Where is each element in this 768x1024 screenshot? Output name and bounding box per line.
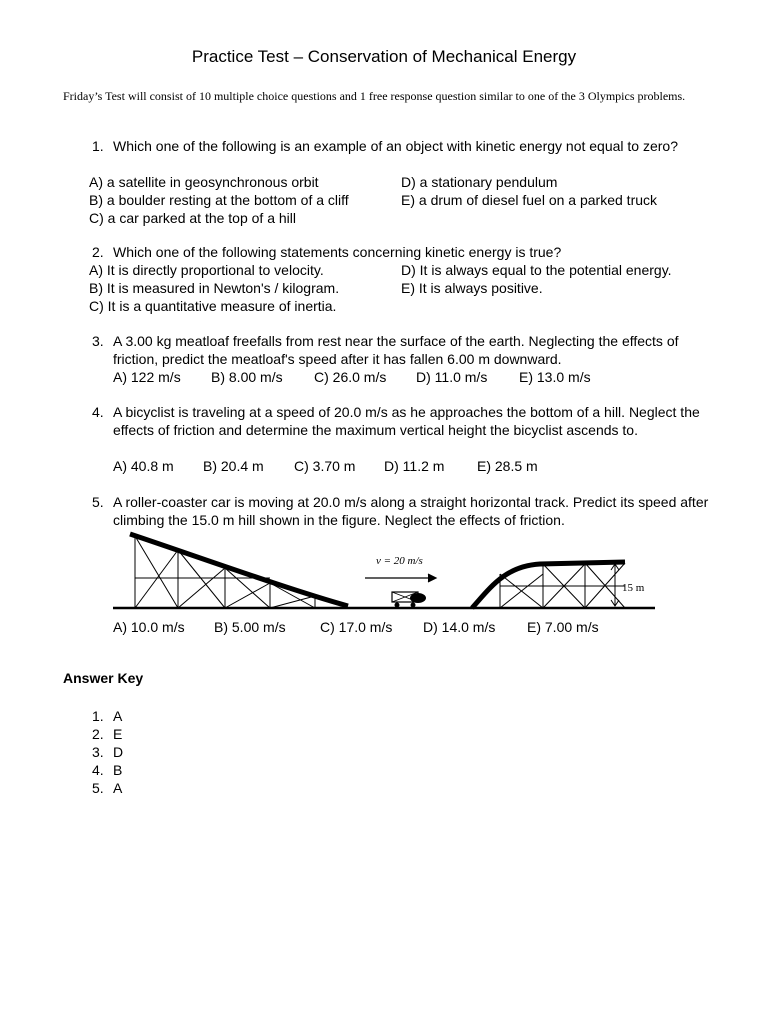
question-number: 5. — [92, 494, 104, 510]
question-number: 1. — [92, 138, 104, 154]
option-b: B) 20.4 m — [203, 458, 264, 474]
roller-coaster-figure — [110, 528, 670, 618]
question-text: A roller-coaster car is moving at 20.0 m/s along a straight horizontal track. Predict its speed after climbing the 15.0 m hill shown in the figure. Neglect the effects of friction. — [113, 494, 709, 528]
answer-item: 2. E — [92, 726, 123, 742]
answer-item: 5. A — [92, 780, 123, 796]
velocity-arrow — [365, 574, 436, 582]
option-c: C) a car parked at the top of a hill — [89, 210, 296, 226]
cart-icon — [392, 592, 426, 608]
question-text: A bicyclist is traveling at a speed of 20.0 m/s as he approaches the bottom of a hill. Neglect the effects of friction and determine the maximum vertical height the bicyclist ascends to. — [113, 404, 700, 438]
right-hill-track — [472, 562, 625, 608]
option-c: C) 3.70 m — [294, 458, 356, 474]
option-d: D) 11.0 m/s — [416, 369, 488, 385]
option-a: A) a satellite in geosynchronous orbit — [89, 174, 319, 190]
option-b: B) a boulder resting at the bottom of a cliff — [89, 192, 349, 208]
option-b: B) 8.00 m/s — [211, 369, 283, 385]
velocity-label: v = 20 m/s — [376, 555, 423, 567]
option-a: A) 40.8 m — [113, 458, 174, 474]
question-number: 3. — [92, 333, 104, 349]
option-e: E) 13.0 m/s — [519, 369, 591, 385]
option-e: E) a drum of diesel fuel on a parked truck — [401, 192, 658, 208]
option-c: C) 26.0 m/s — [314, 369, 387, 385]
question-number: 2. — [92, 244, 104, 260]
options-row — [113, 368, 591, 386]
question-number: 4. — [92, 404, 104, 420]
option-d: D) 14.0 m/s — [423, 619, 496, 635]
option-d: D) 11.2 m — [384, 458, 445, 474]
answer-item: 1. A — [92, 708, 123, 724]
option-a: A) 122 m/s — [113, 369, 181, 385]
question-text: Which one of the following is an example of an object with kinetic energy not equal to zero? — [113, 138, 678, 154]
answer-key-title: Answer Key — [63, 670, 144, 686]
intro-text: Friday’s Test will consist of 10 multiple choice questions and 1 free response question similar to one of the 3 Olympics problems. — [63, 89, 686, 103]
option-b: B) It is measured in Newton's / kilogram. — [89, 280, 340, 296]
options-row — [113, 457, 538, 475]
answer-item: 4. B — [92, 762, 123, 778]
height-label: 15 m — [622, 582, 645, 594]
option-a: A) 10.0 m/s — [113, 619, 185, 635]
option-b: B) 5.00 m/s — [214, 619, 286, 635]
option-d: D) a stationary pendulum — [401, 174, 558, 190]
option-a: A) It is directly proportional to velocity. — [89, 262, 324, 278]
option-e: E) 7.00 m/s — [527, 619, 599, 635]
option-c: C) It is a quantitative measure of inertia. — [89, 298, 337, 314]
option-e: E) 28.5 m — [477, 458, 538, 474]
page-title: Practice Test – Conservation of Mechanical Energy — [191, 47, 577, 66]
question-text: Which one of the following statements concerning kinetic energy is true? — [113, 244, 562, 260]
option-d: D) It is always equal to the potential energy. — [401, 262, 672, 278]
option-c: C) 17.0 m/s — [320, 619, 393, 635]
answer-item: 3. D — [92, 744, 124, 760]
options-row — [113, 618, 599, 636]
question-text: A 3.00 kg meatloaf freefalls from rest near the surface of the earth. Neglecting the effects of friction, predict the meatloaf's speed after it has fallen 6.00 m downward. — [113, 333, 679, 367]
option-e: E) It is always positive. — [401, 280, 543, 296]
